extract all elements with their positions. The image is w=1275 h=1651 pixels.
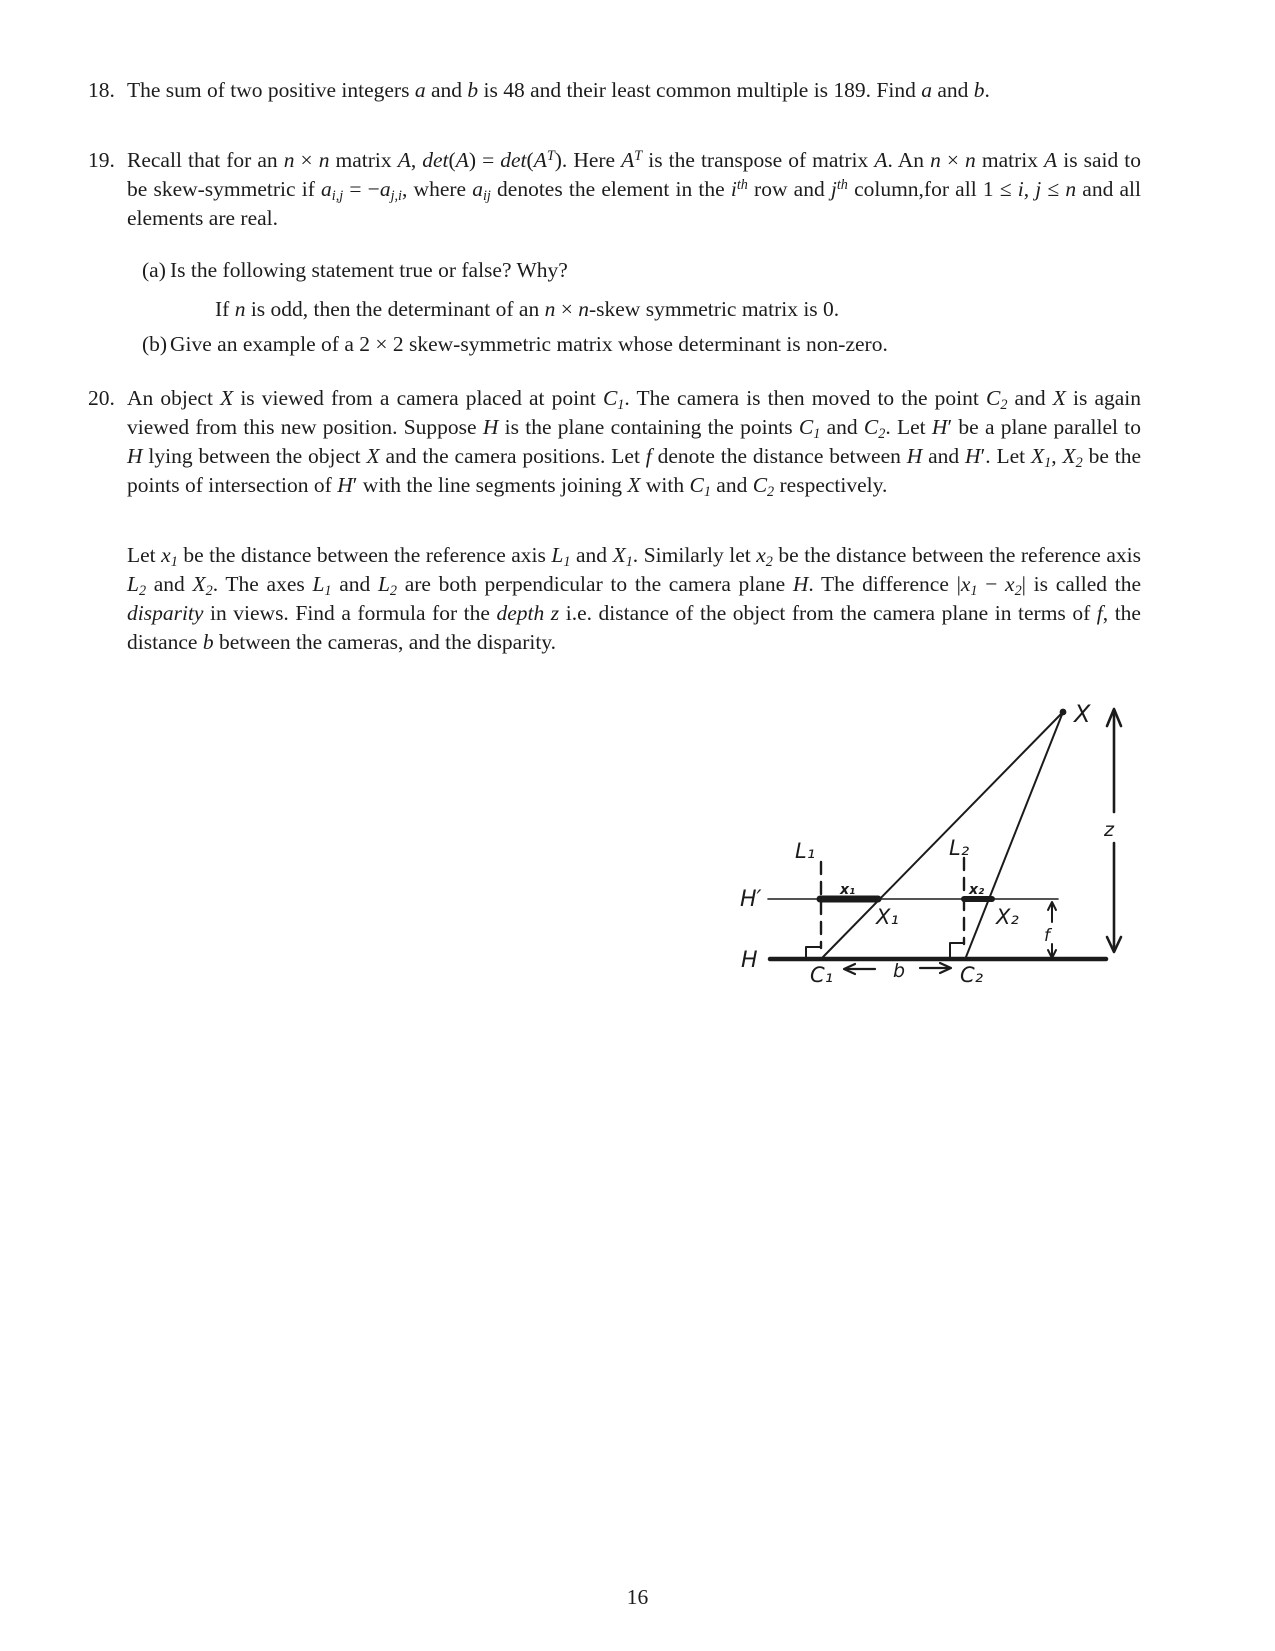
diagram-label-c2: C₂ (960, 963, 984, 987)
diagram-label-h: H (741, 948, 758, 973)
diagram-label-f: f (1044, 926, 1050, 946)
subitem-label: (a) (142, 258, 166, 282)
subitem-text: Give an example of a 2 × 2 skew-symmetric matrix whose determinant is non-zero. (170, 332, 888, 356)
problem-19-subitem-a (142, 256, 1102, 285)
diagram-label-b: b (893, 960, 906, 982)
problem-text: The sum of two positive integers a and b is 48 and their least common multiple is 189. Find a and b. (127, 78, 990, 102)
diagram-label-z: z (1104, 819, 1114, 841)
problem-19-subitem-b (142, 330, 1102, 359)
problem-19 (88, 146, 1141, 233)
page-number: 16 (626, 1585, 649, 1609)
sight-lines (823, 712, 1063, 957)
diagram-label-x: X (1074, 700, 1091, 728)
diagram-label-h-prime: H′ (740, 887, 762, 912)
problem-20-paragraph-2: Let $x_1$ be the distance between the reference axis $L_1$ and $X_1$. Similarly let $x_2$ be the distance between the reference axis $L_2$ and $X_2$. The axes $L_1$ and $L_2$ are both perpendicular to the camera plane H. The difference $|x_1 - x_2|$ is called the disparity in views. Find a formula for the depth z i.e. distance of the object from the camera plane in terms of f, the distance b between the cameras, and the disparity. (127, 543, 1141, 654)
problem-number: 19. (88, 148, 115, 172)
diagram-label-x1-small: x₁ (840, 882, 856, 898)
right-angle-c2 (950, 943, 964, 959)
problem-text: Recall that for an n × n matrix A, $\det(A) = \det(A^T)$. Here $A^T$ is the transpose of matrix A. An n × n matrix A is said to be skew-symmetric if $a_{i,j} = -a_{j,i}$, where $a_{ij}$ denotes the element in the $i^{th}$ row and $j^{th}$ column,for all 1 ≤ i, j ≤ n and all elements are real. (127, 147, 1142, 230)
diagram-label-X2: X₂ (996, 905, 1019, 929)
problem-18 (88, 76, 1141, 105)
diagram-label-X1: X₁ (876, 905, 899, 929)
statement-line: If n is odd, then the determinant of an n × n-skew symmetric matrix is 0. (215, 297, 840, 321)
subitem-label: (b) (142, 332, 168, 356)
diagram-label-l2: L₂ (949, 836, 970, 860)
diagram-label-l1: L₁ (795, 839, 816, 863)
problem-number: 20. (88, 386, 115, 410)
problem-20 (88, 384, 1141, 500)
problem-text: An object X is viewed from a camera placed at point $C_1$. The camera is then moved to the point $C_2$ and X is again viewed from this new position. Suppose H is the plane containing the points $C_1$ and $C_2$. Let H′ be a plane parallel to H lying between the object X and the camera positions. Let f denote the distance between H and H′. Let $X_1$, $X_2$ be the points of intersection of H′ with the line segments joining X with $C_1$ and $C_2$ respectively. (127, 386, 1142, 500)
camera-diagram (700, 648, 1170, 998)
problem-number: 18. (88, 78, 115, 102)
diagram-label-x2-small: x₂ (969, 882, 985, 898)
x-point-dot (1060, 709, 1067, 716)
diagram-label-c1: C₁ (810, 963, 834, 987)
subitem-text: Is the following statement true or false? Why? (170, 258, 568, 282)
